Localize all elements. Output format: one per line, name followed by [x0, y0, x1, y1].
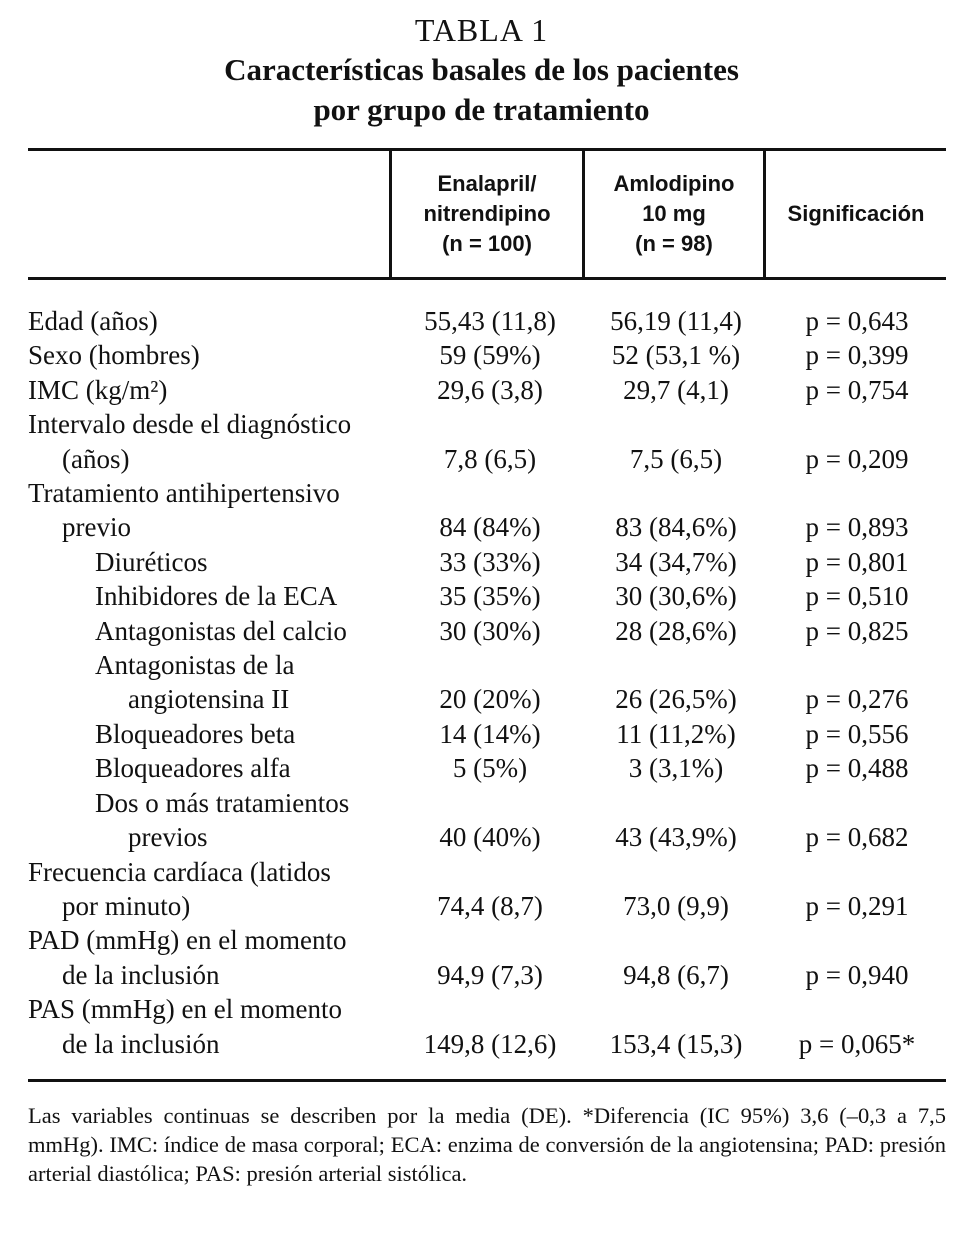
- cell-amlodipino: 26 (26,5%): [615, 684, 737, 715]
- header-enalapril: Enalapril/ nitrendipino (n = 100): [423, 170, 551, 256]
- cell-p-value: p = 0,209: [805, 443, 909, 474]
- cell-p-value: p = 0,893: [805, 512, 909, 543]
- table-row: [28, 545, 946, 579]
- row-label: Dos o más tratamientos: [95, 787, 350, 818]
- cell-amlodipino: 29,7 (4,1): [623, 374, 729, 405]
- cell-p-value: p = 0,065*: [798, 1028, 916, 1059]
- table-row: [28, 786, 946, 855]
- cell-amlodipino: 73,0 (9,9): [623, 890, 729, 921]
- cell-enalapril: 5 (5%): [452, 753, 528, 784]
- cell-enalapril: 30 (30%): [439, 615, 541, 646]
- row-label: IMC (kg/m²): [28, 374, 168, 405]
- cell-p-value: p = 0,488: [805, 753, 909, 784]
- table-row: [28, 373, 946, 407]
- row-label: Frecuencia cardíaca (latidos: [28, 856, 331, 887]
- cell-amlodipino: 94,8 (6,7): [623, 959, 729, 990]
- row-label-cont: previo: [62, 512, 131, 543]
- row-label: Antagonistas de la: [95, 650, 295, 681]
- table-row: [28, 751, 946, 785]
- cell-amlodipino: 83 (84,6%): [615, 512, 737, 543]
- table-title-line1: Características basales de los pacientes: [224, 52, 739, 87]
- cell-amlodipino: 43 (43,9%): [615, 822, 737, 853]
- table-row: [28, 648, 946, 717]
- row-label: PAS (mmHg) en el momento: [28, 994, 342, 1025]
- cell-p-value: p = 0,801: [805, 546, 909, 577]
- table-row: [28, 992, 946, 1061]
- row-label: Tratamiento antihipertensivo: [28, 478, 340, 509]
- cell-p-value: p = 0,510: [805, 581, 909, 612]
- cell-p-value: p = 0,940: [805, 959, 909, 990]
- table-row: [28, 338, 946, 372]
- cell-enalapril: 84 (84%): [439, 512, 541, 543]
- table-body: [28, 304, 946, 1061]
- cell-amlodipino: 30 (30,6%): [615, 581, 737, 612]
- cell-p-value: p = 0,556: [805, 718, 909, 749]
- cell-enalapril: 29,6 (3,8): [437, 374, 543, 405]
- row-label-cont: de la inclusión: [62, 959, 220, 990]
- cell-amlodipino: 52 (53,1 %): [611, 340, 741, 371]
- table-row: [28, 717, 946, 751]
- cell-amlodipino: 3 (3,1%): [628, 753, 724, 784]
- row-label: Bloqueadores alfa: [95, 753, 291, 784]
- row-label: Intervalo desde el diagnóstico: [28, 409, 352, 440]
- row-label-cont: (años): [62, 443, 130, 474]
- bottom-rule: [28, 1079, 946, 1082]
- cell-enalapril: 94,9 (7,3): [437, 959, 543, 990]
- cell-p-value: p = 0,291: [805, 890, 909, 921]
- cell-enalapril: 59 (59%): [439, 340, 541, 371]
- row-label: Antagonistas del calcio: [95, 615, 347, 646]
- row-label: PAD (mmHg) en el momento: [28, 925, 347, 956]
- cell-enalapril: 40 (40%): [439, 822, 541, 853]
- table-row: [28, 579, 946, 613]
- cell-p-value: p = 0,754: [805, 374, 909, 405]
- table-title: [0, 50, 963, 130]
- table-number: TABLA 1: [414, 12, 549, 48]
- cell-p-value: p = 0,643: [805, 306, 909, 336]
- cell-amlodipino: 34 (34,7%): [615, 546, 737, 577]
- cell-enalapril: 20 (20%): [439, 684, 541, 715]
- row-label: Inhibidores de la ECA: [95, 581, 338, 612]
- table-row: [28, 614, 946, 648]
- table-row: [28, 407, 946, 476]
- cell-amlodipino: 7,5 (6,5): [629, 443, 723, 474]
- cell-enalapril: 149,8 (12,6): [423, 1028, 557, 1059]
- cell-p-value: p = 0,682: [805, 822, 909, 853]
- cell-enalapril: 74,4 (8,7): [437, 890, 543, 921]
- header-significacion: Significación: [787, 200, 925, 226]
- cell-p-value: p = 0,399: [805, 340, 909, 371]
- row-label: Edad (años): [28, 306, 158, 336]
- cell-enalapril: 14 (14%): [439, 718, 541, 749]
- cell-amlodipino: 56,19 (11,4): [610, 306, 742, 336]
- cell-enalapril: 55,43 (11,8): [424, 306, 556, 336]
- table-title-line2: por grupo de tratamiento: [313, 92, 650, 127]
- table-row: [28, 855, 946, 924]
- row-label: Bloqueadores beta: [95, 718, 296, 749]
- row-label: Sexo (hombres): [28, 340, 200, 371]
- cell-enalapril: 35 (35%): [439, 581, 541, 612]
- cell-amlodipino: 28 (28,6%): [615, 615, 737, 646]
- cell-enalapril: 7,8 (6,5): [443, 443, 537, 474]
- table-row: [28, 476, 946, 545]
- row-label-cont: previos: [128, 822, 208, 853]
- row-label: Diuréticos: [95, 546, 208, 577]
- cell-enalapril: 33 (33%): [439, 546, 541, 577]
- cell-p-value: p = 0,276: [805, 684, 909, 715]
- table-row: [28, 304, 946, 338]
- cell-amlodipino: 11 (11,2%): [616, 718, 736, 749]
- cell-p-value: p = 0,825: [805, 615, 909, 646]
- cell-amlodipino: 153,4 (15,3): [609, 1028, 743, 1059]
- header-amlodipino: Amlodipino 10 mg (n = 98): [613, 170, 735, 256]
- row-label-cont: angiotensina II: [128, 684, 290, 715]
- row-label-cont: de la inclusión: [62, 1028, 220, 1059]
- table-row: [28, 923, 946, 992]
- table-footnote: Las variables continuas se describen por la media (DE). *Diferencia (IC 95%) 3,6 (–0,3 a 7,5 mmHg). IMC: índice de masa corporal; ECA: enzima de conversión de la angiotensina; PAD: presión arterial diastólica; PAS: presión arterial sistólica.: [28, 1103, 946, 1186]
- row-label-cont: por minuto): [62, 890, 191, 921]
